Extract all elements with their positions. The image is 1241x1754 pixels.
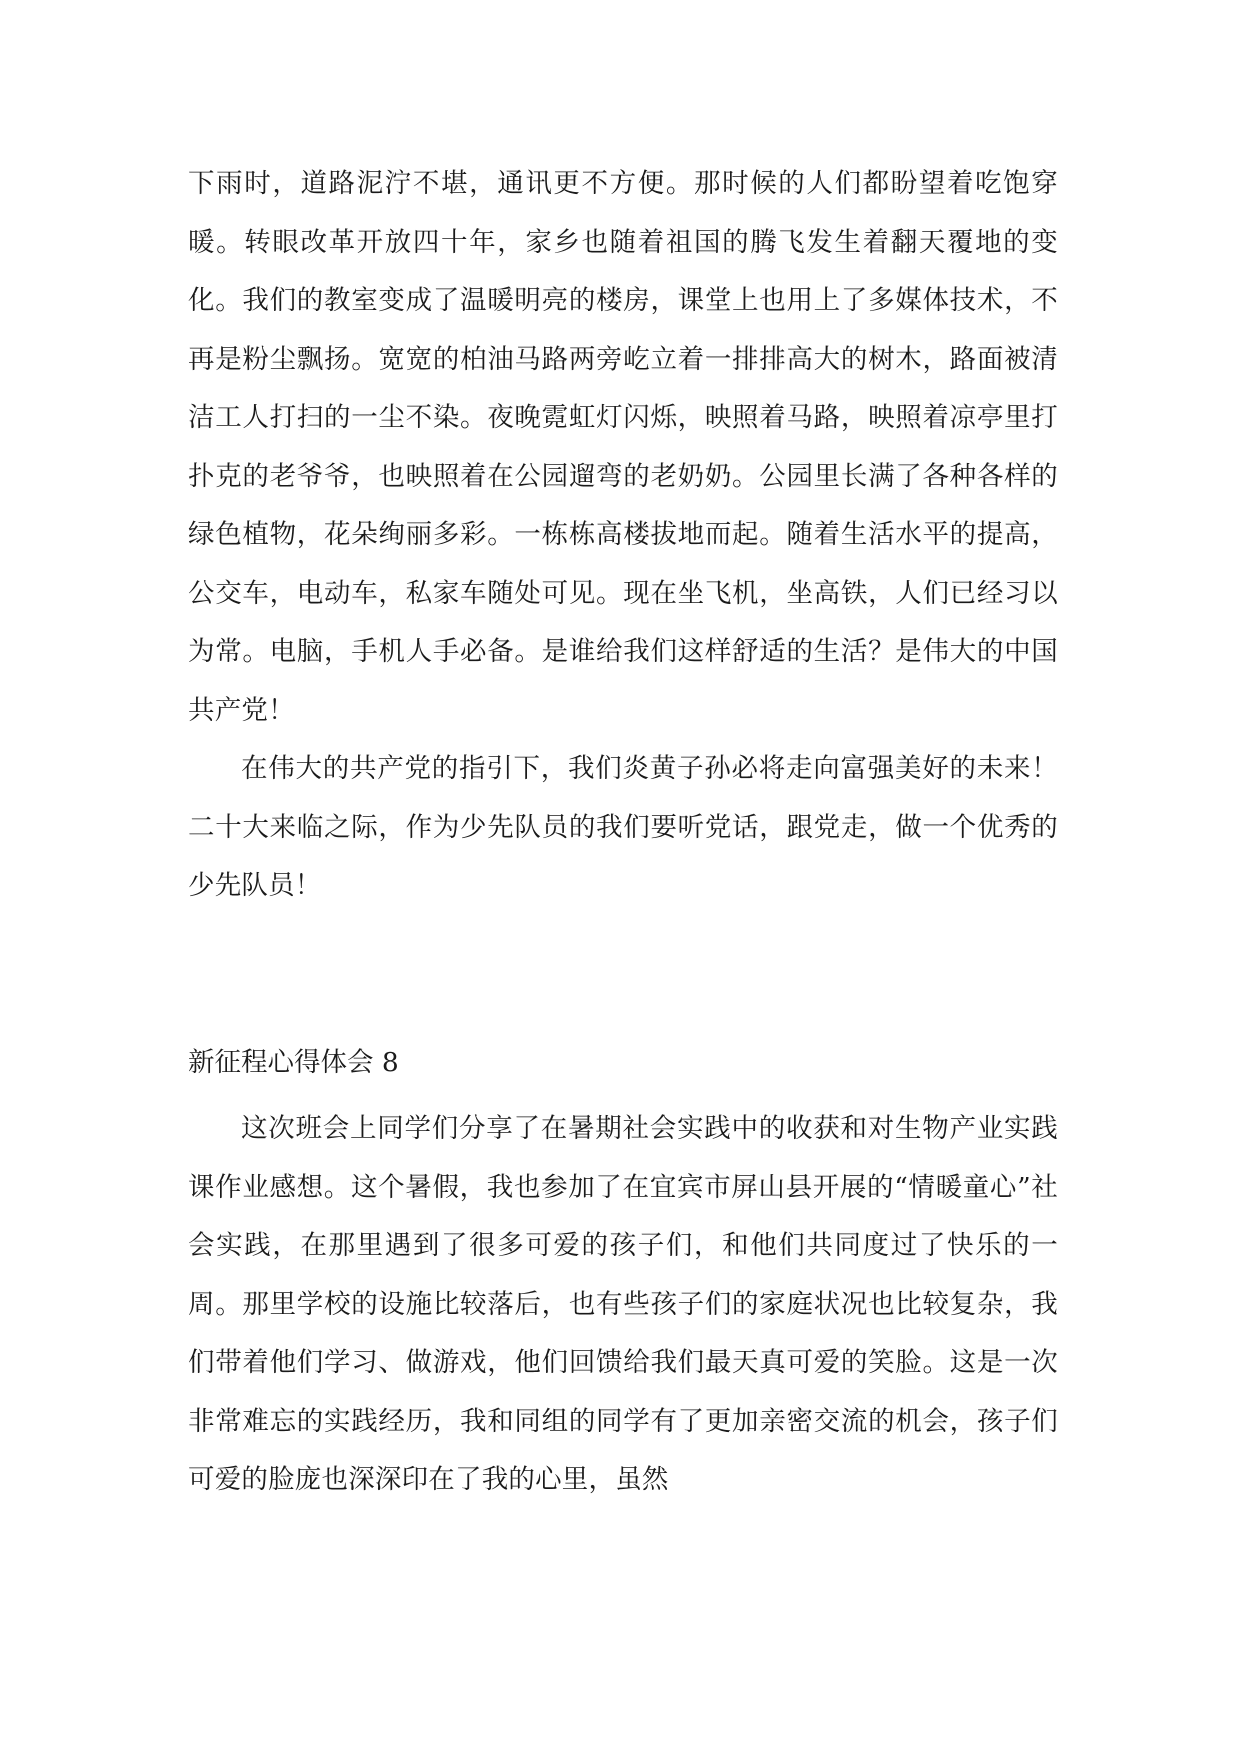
body-paragraph: 这次班会上同学们分享了在暑期社会实践中的收获和对生物产业实践课作业感想。这个暑假，我也参加了在宜宾市屏山县开展的“情暖童心”社会实践，在那里遇到了很多可爱的孩子们，和他们共同度过了快乐的一周。那里学校的设施比较落后，也有些孩子们的家庭状况也比较复杂，我们带着他们学习、做游戏，他们回馈给我们最天真可爱的笑脸。这是一次非常难忘的实践经历，我和同组的同学有了更加亲密交流的机会，孩子们可爱的脸庞也深深印在了我的心里，虽然: [188, 1113, 1058, 1495]
section-heading: 新征程心得体会 8: [188, 1047, 399, 1078]
body-paragraph: 在伟大的共产党的指引下，我们炎黄子孙必将走向富强美好的未来！二十大来临之际，作为少先队员的我们要听党话，跟党走，做一个优秀的少先队员！: [188, 753, 1058, 901]
body-paragraph: 下雨时，道路泥泞不堪，通讯更不方便。那时候的人们都盼望着吃饱穿暖。转眼改革开放四十年，家乡也随着祖国的腾飞发生着翻天覆地的变化。我们的教室变成了温暖明亮的楼房，课堂上也用上了多媒体技术，不再是粉尘飘扬。宽宽的柏油马路两旁屹立着一排排高大的树木，路面被清洁工人打扫的一尘不染。夜晚霓虹灯闪烁，映照着马路，映照着凉亭里打扑克的老爷爷，也映照着在公园遛弯的老奶奶。公园里长满了各种各样的绿色植物，花朵绚丽多彩。一栋栋高楼拔地而起。随着生活水平的提高，公交车，电动车，私家车随处可见。现在坐飞机，坐高铁，人们已经习以为常。电脑，手机人手必备。是谁给我们这样舒适的生活？是伟大的中国共产党！: [188, 168, 1058, 726]
